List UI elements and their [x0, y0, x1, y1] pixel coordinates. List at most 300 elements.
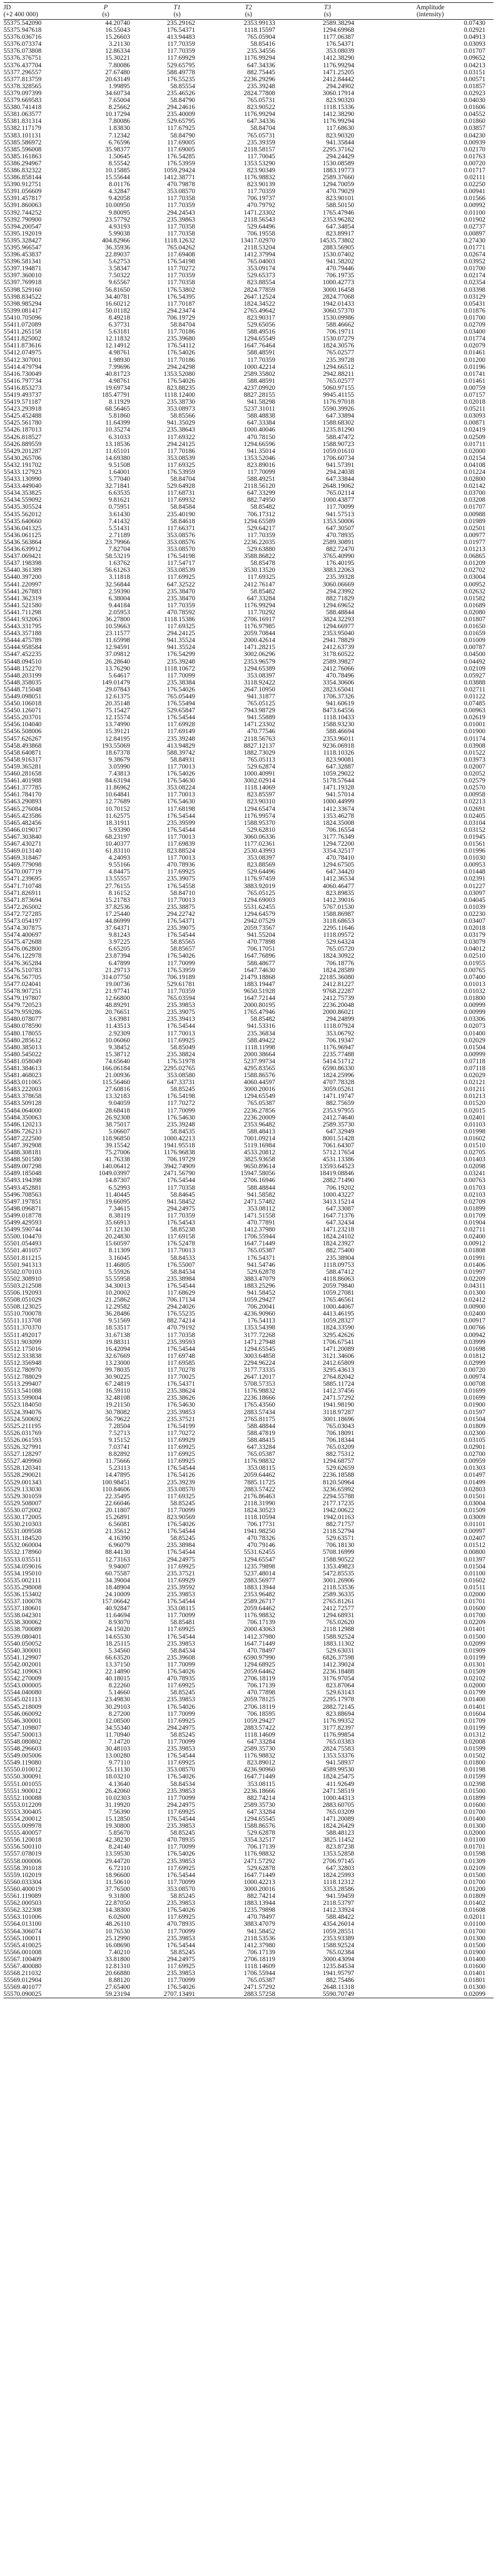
- cell-period: 14.47895: [105, 1472, 130, 1479]
- cell-t3: 1294.69652: [322, 602, 354, 609]
- table-row: [3, 1563, 494, 1570]
- table-row: [3, 1858, 494, 1865]
- cell-t2: 941.55204: [247, 932, 275, 939]
- cell-period: 8.93070: [108, 1619, 130, 1626]
- cell-amplitude: 0.01809: [463, 1422, 485, 1430]
- cell-t2: 470.78497: [247, 1914, 275, 1921]
- cell-t2: 1118.14609: [244, 1962, 275, 1970]
- cell-amplitude: 0.03208: [463, 497, 485, 504]
- table-row: [3, 918, 494, 925]
- cell-t1: 294.24026: [167, 1303, 195, 1311]
- cell-t1: 235.39853: [167, 1002, 195, 1009]
- table-row: [3, 139, 494, 146]
- table-row: [3, 1759, 494, 1766]
- cell-period: 18.31911: [105, 819, 130, 827]
- cell-amplitude: 0.00942: [463, 1331, 485, 1339]
- cell-t3: 1588.86987: [322, 910, 354, 918]
- table-row: [3, 1282, 494, 1289]
- cell-t3: 765.03209: [326, 1808, 354, 1816]
- cell-period: 26.92308: [105, 1114, 130, 1121]
- cell-period: 7.82704: [108, 546, 130, 553]
- cell-t3: 1824.24102: [322, 1233, 354, 1241]
- cell-jd: 55436.563864: [3, 538, 42, 546]
- cell-t1: 235.46526: [167, 89, 195, 97]
- cell-t3: 706.18344: [326, 1436, 354, 1444]
- cell-period: 5.99038: [108, 230, 130, 237]
- cell-period: 5.85670: [108, 1829, 130, 1837]
- cell-jd: 55501.811215: [3, 1254, 42, 1262]
- cell-t2: 3000.20016: [243, 1086, 275, 1093]
- cell-t1: 176.54199: [167, 1422, 195, 1430]
- cell-t2: 2942.07529: [243, 918, 275, 925]
- cell-t2: 2059.64462: [243, 1668, 275, 1676]
- cell-period: 5.63181: [108, 328, 130, 336]
- cell-t3: 2353.95040: [322, 630, 354, 637]
- cell-t2: 1118.15597: [244, 27, 275, 34]
- cell-t2: 470.77898: [247, 939, 275, 946]
- cell-amplitude: 0.02098: [463, 1163, 485, 1171]
- cell-jd: 55419.493737: [3, 391, 42, 398]
- cell-jd: 55493.452881: [3, 1184, 42, 1191]
- cell-amplitude: 0.00952: [463, 581, 485, 588]
- cell-jd: 55531.009508: [3, 1528, 42, 1535]
- cell-amplitude: 0.01600: [463, 1801, 485, 1809]
- cell-t2: 2236.18666: [243, 1787, 275, 1795]
- cell-amplitude: 0.00787: [463, 644, 485, 651]
- cell-period: 21.29713: [105, 966, 130, 974]
- table-row: [3, 90, 494, 97]
- table-row: [3, 658, 494, 665]
- cell-t3: 2823.65041: [322, 686, 354, 693]
- cell-t3: 2000.86021: [322, 1009, 354, 1016]
- cell-amplitude: 0.03097: [463, 889, 485, 897]
- cell-amplitude: 0.01448: [463, 868, 485, 876]
- cell-period: 15.21783: [105, 896, 130, 904]
- cell-period: 7.12342: [108, 132, 130, 139]
- cell-amplitude: 0.01500: [463, 1633, 485, 1640]
- cell-period: 110.84606: [102, 1486, 130, 1493]
- cell-period: 9.65567: [108, 279, 130, 287]
- table-row: [3, 1570, 494, 1577]
- cell-amplitude: 0.01211: [464, 1086, 485, 1093]
- table-row: [3, 1262, 494, 1269]
- cell-amplitude: 0.01689: [463, 602, 485, 609]
- cell-period: 12.14912: [105, 342, 130, 350]
- cell-t1: 117.70358: [167, 223, 195, 230]
- cell-t2: 2412.76147: [243, 581, 275, 588]
- table-row: [3, 1626, 494, 1633]
- cell-t3: 706.19711: [326, 328, 354, 336]
- cell-t2: 941.58298: [247, 398, 275, 406]
- cell-t3: 823.90320: [326, 97, 354, 104]
- table-row: [3, 1226, 494, 1233]
- cell-period: 12.29582: [105, 1303, 130, 1311]
- cell-amplitude: 0.00708: [463, 1381, 485, 1388]
- cell-period: 40.18015: [105, 1675, 130, 1683]
- cell-t2: 1353.54398: [243, 1324, 275, 1332]
- cell-t3: 882.75312: [326, 1451, 354, 1458]
- table-row: [3, 1850, 494, 1857]
- cell-t2: 588.48844: [247, 1422, 275, 1430]
- cell-t1: 117.70013: [167, 854, 195, 862]
- cell-t2: 2765.81175: [244, 1415, 275, 1423]
- cell-jd: 55467.430271: [3, 840, 42, 847]
- cell-jd: 55448.094510: [3, 658, 42, 665]
- cell-t3: 823.89835: [326, 889, 354, 897]
- cell-amplitude: 0.02405: [463, 812, 485, 820]
- cell-t3: 1353.50006: [322, 517, 354, 525]
- cell-amplitude: 0.02099: [463, 1991, 485, 1998]
- cell-t3: 2295.11646: [323, 925, 354, 932]
- cell-amplitude: 0.02501: [463, 524, 485, 532]
- table-row: [3, 1977, 494, 1984]
- cell-jd: 55380.741418: [3, 104, 42, 111]
- cell-amplitude: 0.01009: [463, 637, 485, 644]
- cell-t1: 117.70013: [167, 763, 195, 770]
- table-row: [3, 1023, 494, 1030]
- cell-t1: 176.54544: [167, 1282, 195, 1289]
- cell-t2: 1883.13944: [243, 1900, 275, 1907]
- cell-t3: 1883.19773: [322, 166, 354, 174]
- table-row: [3, 335, 494, 342]
- cell-period: 44.20740: [105, 20, 130, 27]
- cell-t1: 235.39853: [167, 1823, 195, 1830]
- cell-amplitude: 0.01801: [463, 1977, 485, 1984]
- cell-jd: 55395.192019: [3, 230, 42, 237]
- table-row: [3, 736, 494, 742]
- cell-t2: 1941.98250: [243, 1528, 275, 1535]
- cell-t1: 176.54544: [167, 1598, 195, 1606]
- cell-jd: 55539.080401: [3, 1633, 42, 1640]
- cell-t1: 765.05449: [167, 693, 195, 700]
- header-period-unit: (s): [102, 11, 110, 18]
- table-row: [3, 988, 494, 995]
- cell-t1: 235.38643: [167, 426, 195, 434]
- cell-period: 100.98451: [102, 1479, 130, 1486]
- cell-t3: 647.32803: [326, 1864, 354, 1872]
- cell-period: 3.16045: [108, 1254, 130, 1262]
- cell-period: 17.25440: [105, 910, 130, 918]
- cell-period: 8.88120: [108, 1977, 130, 1984]
- cell-amplitude: 0.00720: [463, 1367, 485, 1374]
- cell-t3: 1530.07402: [322, 251, 354, 259]
- table-row: [3, 1935, 494, 1942]
- cell-t2: 647.33284: [247, 1738, 275, 1745]
- cell-t2: 1176.98832: [244, 1752, 275, 1760]
- cell-t3: 2294.55788: [322, 1492, 354, 1500]
- cell-amplitude: 0.01698: [463, 1345, 485, 1353]
- cell-jd: 55395.966547: [3, 244, 42, 251]
- cell-t2: 1294.66596: [243, 440, 275, 448]
- cell-t1: 529.65847: [167, 707, 195, 715]
- cell-amplitude: 0.04108: [463, 461, 485, 469]
- cell-t2: 941.58582: [247, 1191, 275, 1198]
- cell-t2: 1471.51558: [243, 1212, 275, 1219]
- cell-amplitude: 0.01509: [463, 1506, 485, 1514]
- table-row: [3, 777, 494, 784]
- table-row: [3, 244, 494, 251]
- cell-t2: 1765.43560: [243, 1401, 275, 1409]
- table-row: [3, 371, 494, 378]
- cell-amplitude: 0.01213: [463, 546, 485, 553]
- cell-jd: 55557.078019: [3, 1850, 42, 1858]
- table-row: [3, 1374, 494, 1381]
- cell-t1: 176.54544: [167, 714, 195, 722]
- cell-jd: 55412.074975: [3, 349, 42, 357]
- table-row: [3, 1465, 494, 1472]
- cell-period: 59.23194: [105, 1991, 130, 1998]
- table-row: [3, 827, 494, 834]
- cell-period: 23.49830: [105, 1696, 130, 1704]
- cell-t3: 3177.76349: [322, 833, 354, 840]
- table-row: [3, 1430, 494, 1437]
- cell-t3: 823.90320: [326, 132, 354, 139]
- cell-t2: 823.89016: [247, 461, 275, 469]
- cell-t2: 2059.70844: [243, 630, 275, 637]
- cell-amplitude: 0.02073: [463, 1023, 485, 1030]
- cell-jd: 55560.400019: [3, 1885, 42, 1893]
- table-row: [3, 1675, 494, 1682]
- table-row: [3, 995, 494, 1002]
- cell-t2: 1176.97459: [244, 875, 275, 883]
- cell-t2: 3530.13520: [243, 567, 275, 574]
- cell-t2: 2706.18119: [244, 1703, 275, 1711]
- cell-t3: 1118.10433: [323, 714, 354, 722]
- cell-t3: 1353.49823: [322, 1563, 354, 1570]
- cell-t3: 1235.84534: [322, 1962, 354, 1970]
- cell-period: 20.66880: [105, 1970, 130, 1977]
- cell-amplitude: 0.01512: [463, 1542, 485, 1549]
- cell-jd: 55534.195010: [3, 1570, 42, 1577]
- cell-period: 36.35936: [105, 244, 130, 251]
- cell-period: 18.53517: [105, 1324, 130, 1332]
- cell-t3: 941.58937: [326, 1759, 354, 1767]
- cell-jd: 55525.211195: [3, 1422, 41, 1430]
- cell-amplitude: 0.01955: [463, 959, 485, 967]
- cell-jd: 55501.941313: [3, 1261, 42, 1269]
- cell-t1: 176.55494: [167, 700, 195, 708]
- cell-jd: 55484.064000: [3, 1107, 42, 1114]
- cell-period: 11.62575: [105, 812, 130, 820]
- cell-amplitude: 0.01174: [464, 735, 485, 742]
- cell-jd: 55536.153402: [3, 1591, 42, 1598]
- cell-t2: 2471.57482: [243, 1198, 275, 1205]
- cell-amplitude: 0.01701: [463, 1598, 485, 1606]
- cell-t3: 1000.43877: [322, 497, 354, 504]
- cell-t1: 235.38626: [167, 1394, 195, 1402]
- cell-period: 12.86334: [105, 48, 130, 55]
- cell-period: 15.12850: [105, 1816, 130, 1823]
- cell-t3: 765.02384: [326, 1948, 354, 1956]
- cell-t1: 58.85245: [170, 1499, 195, 1507]
- cell-jd: 55553.300405: [3, 1808, 42, 1816]
- cell-amplitude: 0.01209: [463, 560, 485, 567]
- cell-t2: 1471.23302: [243, 721, 275, 729]
- cell-t2: 5119.16984: [244, 1142, 275, 1149]
- cell-amplitude: 0.04213: [463, 61, 485, 69]
- cell-t2: 1294.64579: [243, 910, 275, 918]
- cell-amplitude: 0.01499: [463, 1479, 485, 1486]
- cell-jd: 55502.308910: [3, 1275, 42, 1282]
- cell-t2: 1176.99294: [244, 111, 275, 118]
- cell-t3: 706.19735: [326, 272, 354, 280]
- cell-period: 0.75951: [108, 503, 130, 511]
- cell-t3: 3060.17914: [322, 89, 354, 97]
- cell-t3: 1412.38290: [322, 111, 354, 118]
- cell-jd: 55410.705096: [3, 314, 42, 321]
- cell-t2: 2706.16917: [243, 615, 275, 623]
- cell-t2: 2118.56543: [244, 216, 275, 223]
- cell-t2: 529.65056: [247, 321, 275, 329]
- cell-amplitude: 0.02300: [463, 1429, 485, 1437]
- cell-t1: 176.54026: [167, 1907, 195, 1914]
- cell-t1: 117.70099: [167, 1661, 195, 1668]
- table-row: [3, 1332, 494, 1339]
- cell-amplitude: 0.02400: [463, 1233, 485, 1241]
- cell-period: 66.63520: [105, 1654, 130, 1661]
- cell-period: 99.78035: [105, 1367, 130, 1374]
- cell-jd: 55483.509128: [3, 1100, 42, 1107]
- cell-period: 6.38004: [108, 595, 130, 602]
- cell-t1: 353.08570: [167, 188, 195, 195]
- cell-t2: 1118.14609: [244, 1731, 275, 1738]
- cell-t2: 588.48415: [247, 1436, 275, 1444]
- cell-period: 18.03210: [105, 1773, 130, 1781]
- table-row: [3, 588, 494, 595]
- cell-t2: 647.33284: [247, 595, 275, 602]
- cell-t2: 1176.99294: [244, 602, 275, 609]
- cell-jd: 55567.100409: [3, 1955, 42, 1963]
- cell-t1: 176.54543: [167, 1219, 195, 1227]
- cell-period: 7.50322: [108, 272, 130, 280]
- cell-amplitude: 0.01401: [463, 1703, 485, 1711]
- cell-t2: 5237.99734: [243, 1057, 275, 1065]
- cell-t2: 941.55889: [247, 714, 275, 722]
- cell-t1: 176.54544: [167, 1633, 195, 1640]
- table-row: [3, 581, 494, 588]
- header-t1-unit: (s): [173, 11, 181, 18]
- cell-t1: 2471.56790: [163, 1170, 195, 1178]
- cell-jd: 55381.831314: [3, 118, 42, 125]
- cell-period: 7.52713: [108, 1429, 130, 1437]
- cell-t1: 1118.15386: [164, 615, 195, 623]
- cell-t1: 235.39853: [167, 1787, 195, 1795]
- cell-t3: 5590.70749: [322, 1991, 354, 1998]
- cell-amplitude: 0.07118: [464, 1064, 485, 1072]
- cell-t2: 176.54371: [247, 1254, 275, 1262]
- cell-t3: 2471.58519: [322, 1787, 354, 1795]
- cell-t3: 2824.77068: [322, 293, 354, 300]
- cell-t3: 3060.06669: [322, 581, 354, 588]
- table-row: [3, 1711, 494, 1718]
- cell-t1: 706.17134: [167, 1296, 195, 1304]
- cell-period: 58.53219: [105, 553, 130, 560]
- cell-t2: 1647.71449: [243, 1773, 275, 1781]
- cell-jd: 55478.907251: [3, 987, 42, 995]
- cell-jd: 55447.452235: [3, 651, 42, 658]
- cell-jd: 55542.270009: [3, 1675, 42, 1683]
- cell-period: 68.56465: [105, 405, 130, 413]
- cell-amplitude: 0.01602: [463, 1135, 485, 1142]
- cell-t2: 882.74214: [247, 1893, 275, 1900]
- cell-t1: 176.54544: [167, 1528, 195, 1535]
- cell-t2: 706.17312: [247, 510, 275, 518]
- cell-t1: 235.39592: [167, 1584, 195, 1591]
- cell-t1: 1118.12632: [164, 237, 195, 244]
- cell-t3: 13593.64523: [319, 1163, 354, 1171]
- cell-amplitude: 0.03973: [463, 756, 485, 763]
- table-row: [3, 1865, 494, 1872]
- table-row: [3, 1843, 494, 1850]
- cell-amplitude: 0.01604: [463, 1710, 485, 1718]
- cell-t2: 1294.65589: [243, 517, 275, 525]
- cell-t2: 647.33299: [247, 490, 275, 497]
- cell-t1: 117.70358: [167, 1331, 195, 1339]
- cell-amplitude: 0.03105: [463, 1436, 485, 1444]
- cell-t2: 1765.47946: [243, 1009, 275, 1016]
- cell-t3: 7061.64307: [322, 1142, 354, 1149]
- cell-jd: 55481.468023: [3, 1072, 42, 1079]
- cell-t2: 2883.57422: [243, 1486, 275, 1493]
- cell-amplitude: 0.00959: [463, 1458, 485, 1465]
- cell-t3: 1412.39024: [322, 1661, 354, 1668]
- header-jd-name: JD: [3, 4, 11, 11]
- cell-jd: 55527.409960: [3, 1458, 42, 1465]
- cell-jd: 55499.590744: [3, 1226, 42, 1234]
- cell-period: 7.65004: [108, 97, 130, 104]
- cell-t2: 235.36834: [247, 1030, 275, 1037]
- table-row: [3, 1928, 494, 1935]
- cell-t2: 2236.22035: [243, 538, 275, 546]
- cell-t3: 2589.38294: [322, 20, 354, 27]
- cell-t1: 470.78935: [167, 1675, 195, 1683]
- table-row: [3, 1900, 494, 1907]
- cell-jd: 55432.191702: [3, 461, 42, 469]
- cell-amplitude: 0.01522: [463, 749, 485, 756]
- cell-t1: 823.90569: [167, 1513, 195, 1521]
- cell-amplitude: 0.00953: [463, 861, 485, 869]
- cell-t3: 1353.52858: [322, 1850, 354, 1858]
- cell-jd: 55441.267883: [3, 588, 42, 595]
- cell-period: 60.75587: [105, 1570, 130, 1577]
- table-row: [3, 525, 494, 532]
- cell-amplitude: 0.02250: [463, 181, 485, 189]
- cell-jd: 55426.187013: [3, 426, 42, 434]
- cell-period: 10.59663: [105, 623, 130, 631]
- cell-jd: 55448.203199: [3, 672, 42, 679]
- cell-amplitude: 0.03700: [463, 490, 485, 497]
- cell-period: 10.64841: [105, 791, 130, 799]
- cell-t1: 117.70099: [167, 1794, 195, 1802]
- cell-period: 13.76290: [105, 665, 130, 672]
- cell-t1: 529.64928: [167, 483, 195, 490]
- table-row: [3, 1479, 494, 1486]
- cell-period: 34.39004: [105, 1577, 130, 1584]
- table-row: [3, 1114, 494, 1121]
- cell-jd: 55475.472688: [3, 939, 42, 946]
- cell-period: 9.81243: [108, 932, 130, 939]
- cell-t2: 4236.90960: [243, 1766, 275, 1774]
- cell-t3: 1647.71376: [322, 1212, 354, 1219]
- cell-t1: 176.54544: [167, 1941, 195, 1949]
- cell-t2: 1647.76896: [243, 952, 275, 960]
- table-row: [3, 357, 494, 364]
- cell-jd: 55448.358035: [3, 679, 42, 686]
- cell-period: 12.81310: [105, 1962, 130, 1970]
- cell-jd: 55546.060092: [3, 1710, 42, 1718]
- cell-amplitude: 0.01809: [463, 1893, 485, 1900]
- cell-period: 4.93193: [108, 223, 130, 230]
